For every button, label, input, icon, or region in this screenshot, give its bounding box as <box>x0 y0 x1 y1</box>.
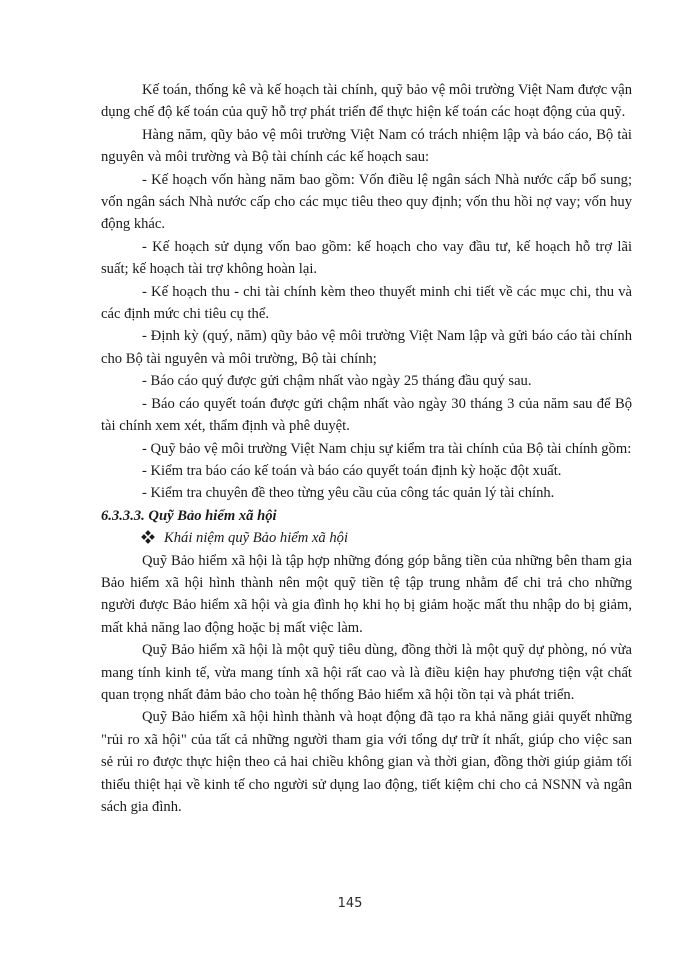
paragraph-annual-reporting: Hàng năm, qũy bảo vệ môi trường Việt Nam có trách nhiệm lập và báo cáo, Bộ tài nguyên và môi trường và Bộ tài chính các kế hoạch sau: <box>101 126 632 166</box>
subsection-heading <box>101 527 632 549</box>
paragraph-social-insurance-role: Quỹ Bảo hiểm xã hội hình thành và hoạt động đã tạo ra khả năng giải quyết những "rủi ro xã hội" của tất cả những người tham gia với tổng dự trữ ít nhất, giúp cho việc san sẻ rủi ro được thực hiện theo cả hai chiều không gian và thời gian, đồng thời giúp giảm tối thiểu thiệt hại về kinh tế cho người sử dụng lao động, tiết kiệm chi cho cả NSNN và ngân sách gia đình. <box>101 709 632 815</box>
paragraph-accounting: Kế toán, thống kê và kế hoạch tài chính, quỹ bảo vệ môi trường Việt Nam được vận dụng chế độ kế toán của quỹ hỗ trợ phát triển để thực hiện kế toán các hoạt động của quỹ. <box>101 82 632 121</box>
list-item-report-inspection: - Kiểm tra báo cáo kế toán và báo cáo quyết toán định kỳ hoặc đột xuất. <box>142 462 562 479</box>
subsection-title: Khái niệm quỹ Bảo hiểm xã hội <box>164 530 349 547</box>
list-item-capital-usage-plan: - Kế hoạch sử dụng vốn bao gồm: kế hoạch cho vay đầu tư, kế hoạch hỗ trợ lãi suất; kế hoạch tài trợ không hoàn lại. <box>101 238 632 278</box>
list-item-financial-inspection: - Quỹ bảo vệ môi trường Việt Nam chịu sự kiểm tra tài chính của Bộ tài chính gồm: <box>142 440 632 457</box>
list-item-quarterly-report: - Báo cáo quý được gửi chậm nhất vào ngày 25 tháng đầu quý sau. <box>142 373 532 390</box>
section-heading: 6.3.3.3. Quỹ Bảo hiểm xã hội <box>101 507 277 524</box>
document-page <box>101 79 632 818</box>
page-number: 145 <box>337 896 363 911</box>
list-item-capital-plan: - Kế hoạch vốn hàng năm bao gồm: Vốn điều lệ ngân sách Nhà nước cấp bổ sung; vốn ngân sách Nhà nước cấp cho các mục tiêu theo quy định; vốn thu hồi nợ vay; vốn huy động khác. <box>101 171 632 233</box>
four-diamond-bullet-icon <box>142 531 154 543</box>
paragraph-social-insurance-definition: Quỹ Bảo hiểm xã hội là tập hợp những đóng góp bằng tiền của những bên tham gia Bảo hiểm xã hội hình thành nên một quỹ tiền tệ tập trung nhằm để chi trả cho những người được Bảo hiểm xã hội và gia đình họ khi họ bị giảm hoặc mất thu nhập do bị giảm, mất khả năng lao động hoặc bị mất việc làm. <box>101 552 632 636</box>
paragraph-social-insurance-nature: Quỹ Bảo hiểm xã hội là một quỹ tiêu dùng, đồng thời là một quỹ dự phòng, nó vừa mang tính kinh tế, vừa mang tính xã hội rất cao và là điều kiện hay phương tiện vật chất quan trọng nhất đảm bảo cho toàn hệ thống Bảo hiểm xã hội tồn tại và phát triển. <box>101 642 632 703</box>
list-item-thematic-inspection: - Kiểm tra chuyên đề theo từng yêu cầu của công tác quản lý tài chính. <box>142 485 555 502</box>
list-item-revenue-expense-plan: - Kế hoạch thu - chi tài chính kèm theo thuyết minh chi tiết về các mục chi, thu và các định mức chi tiêu cụ thể. <box>101 283 632 323</box>
list-item-settlement-report: - Báo cáo quyết toán được gửi chậm nhất vào ngày 30 tháng 3 của năm sau để Bộ tài chính xem xét, thẩm định và phê duyệt. <box>101 395 632 435</box>
list-item-periodic-report: - Định kỳ (quý, năm) qũy bảo vệ môi trường Việt Nam lập và gửi báo cáo tài chính cho Bộ tài nguyên và môi trường, Bộ tài chính; <box>101 328 632 367</box>
